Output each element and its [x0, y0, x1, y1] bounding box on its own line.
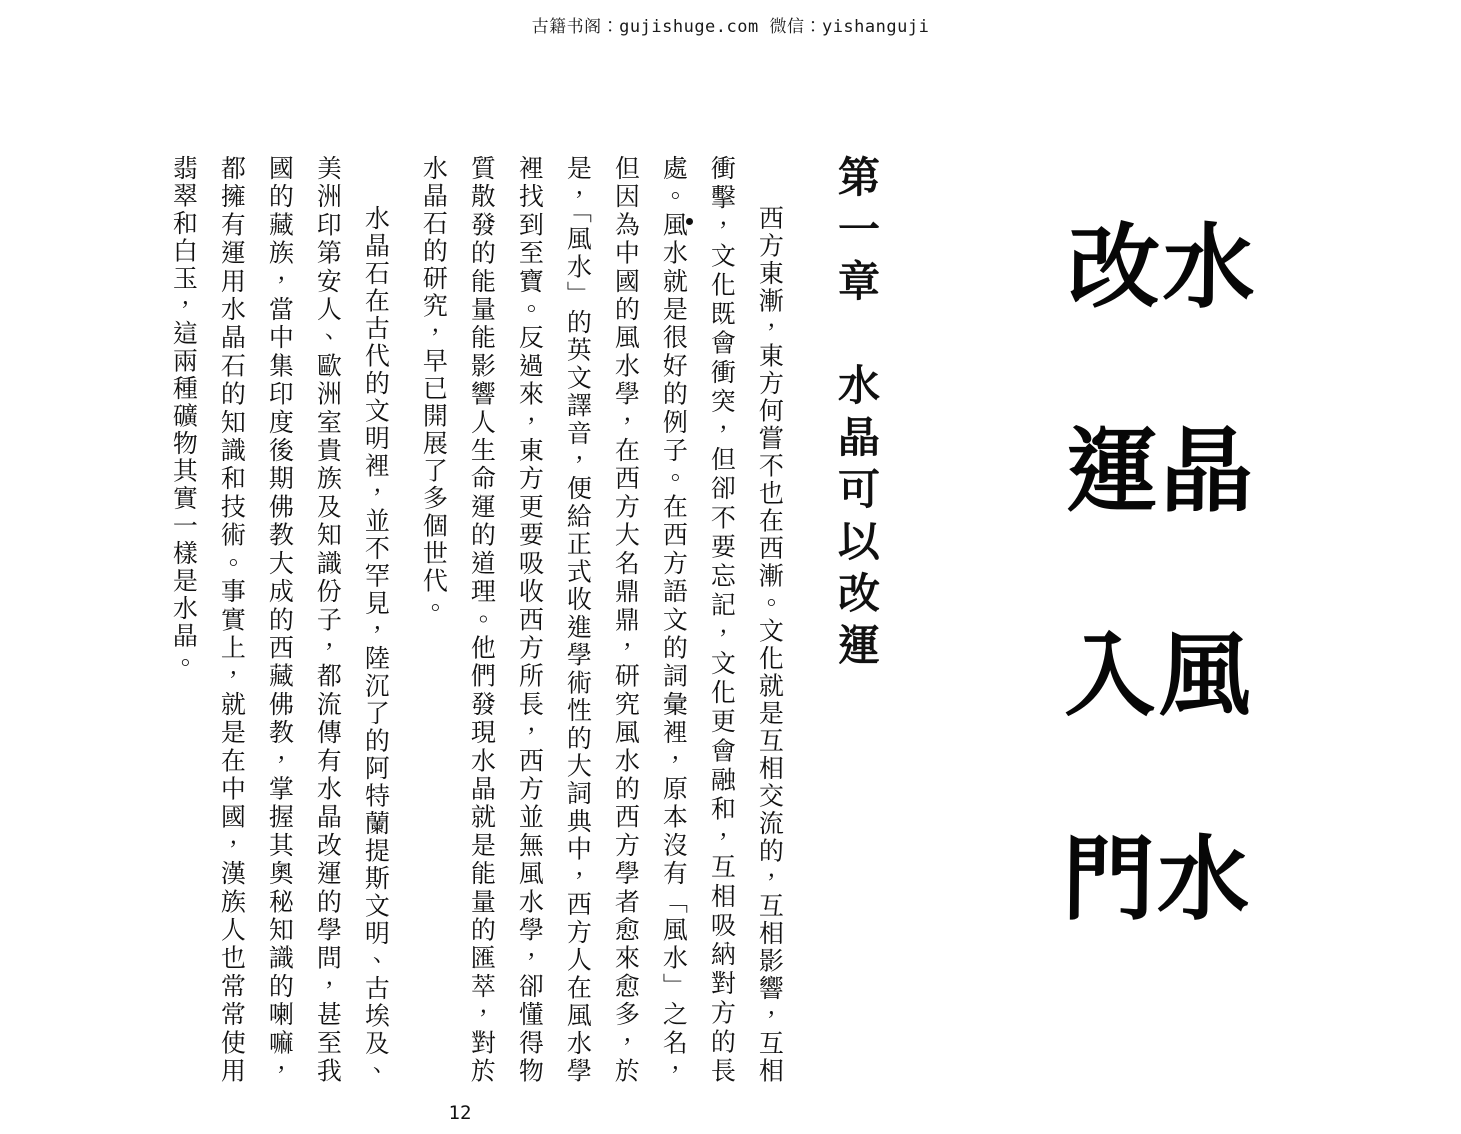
cover-title-char: 晶 — [1145, 422, 1255, 514]
cover-title-char: 水 — [1141, 830, 1251, 922]
cover-title-char: 入 — [1048, 626, 1158, 718]
cover-title-char: 風 — [1143, 626, 1253, 718]
body-paragraph: 西方東漸，東方何嘗不也在西漸。文化就是互相交流的，互相影響，互相衝擊，文化既會衝突，但卻不要忘記，文化更會融和，互相吸納對方的長處。風水就是很好的例子。在西方語文的詞彙裡，原本沒有「風水」之名，但因為中國的風水學，在西方大名鼎鼎，研究風水的西方學者愈來愈多，於是，「風水」的英文譯音，便給正式收進學術性的大詞典中，西方人在風水學裡找到至寶。反過來，東方更要吸收西方所長，西方並無風水學，卻懂得物質散發的能量能影響人生命運的道理。他們發現水晶就是能量的匯萃，對於水晶石的研究，早已開展了多個世代。 — [419, 155, 785, 1085]
site-watermark: 古籍书阁：gujishuge.com 微信：yishanguji — [531, 17, 930, 37]
chapter-heading: 第一章 水晶可以改運 — [832, 155, 881, 675]
page-number: 12 — [448, 1102, 472, 1124]
page-body-text — [130, 155, 890, 1085]
body-paragraph: 水晶石在古代的文明裡，並不罕見，陸沉了的阿特蘭提斯文明、古埃及、美洲印第安人、歐洲室貴族及知識份子，都流傳有水晶改運的學問，甚至我國的藏族，當中集印度後期佛教大成的西藏佛教，掌握其奧秘知識的喇嘛，都擁有運用水晶石的知識和技術。事實上，就是在中國，漢族人也常常使用翡翠和白玉，這兩種礦物其實一樣是水晶。 — [169, 155, 391, 1085]
book-page — [0, 60, 1461, 1134]
cover-title-char: 改 — [1052, 218, 1162, 310]
cover-title-char: 門 — [1047, 830, 1156, 922]
cover-title-char: 水 — [1147, 218, 1257, 310]
cover-title-calligraphy — [1012, 160, 1257, 980]
cover-title-char: 運 — [1050, 422, 1160, 514]
